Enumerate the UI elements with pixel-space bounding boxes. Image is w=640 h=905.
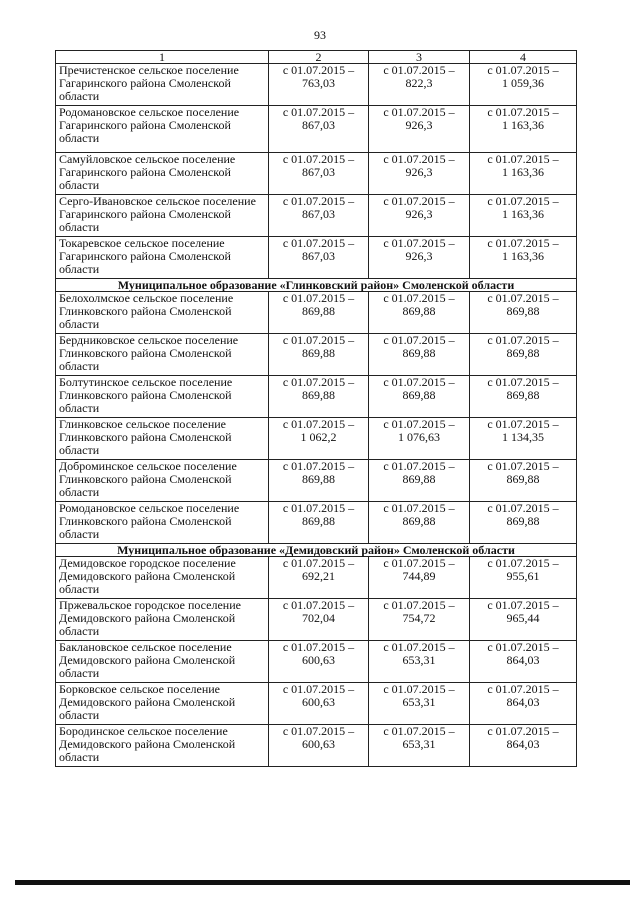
effective-date: с 01.07.2015 – (487, 501, 559, 515)
tariff-value: 869,88 (302, 472, 335, 486)
tariff-cell-col3 (369, 106, 470, 153)
effective-date: с 01.07.2015 – (282, 724, 355, 738)
bottom-rule (15, 880, 630, 885)
tariff-cell-col2 (269, 376, 369, 418)
effective-date: с 01.07.2015 – (487, 682, 559, 696)
tariff-value: 869,88 (506, 514, 540, 528)
tariff-cell-col2 (269, 292, 369, 334)
settlement-name: Самуйловское сельское поселение Гагаринского района Смоленской области (56, 153, 269, 195)
tariff-cell-col2 (269, 557, 369, 599)
effective-date: с 01.07.2015 – (282, 417, 355, 431)
table-row (56, 725, 577, 767)
effective-date: с 01.07.2015 – (383, 556, 455, 570)
table-row (56, 502, 577, 544)
effective-date: с 01.07.2015 – (487, 152, 559, 166)
effective-date: с 01.07.2015 – (282, 194, 355, 208)
tariff-value: 763,03 (302, 76, 335, 90)
tariff-cell-col3 (369, 725, 470, 767)
tariff-value: 965,44 (506, 611, 540, 625)
tariff-cell-col2 (269, 195, 369, 237)
column-header-2: 2 (269, 51, 369, 64)
settlement-name: Демидовское городское поселение Демидовского района Смоленской области (56, 557, 269, 599)
tariff-value: 926,3 (405, 165, 433, 179)
tariff-value: 754,72 (402, 611, 436, 625)
tariff-table (55, 50, 577, 767)
effective-date: с 01.07.2015 – (383, 291, 455, 305)
settlement-name: Белохолмское сельское поселение Глинковского района Смоленской области (56, 292, 269, 334)
section-heading-row (56, 544, 577, 557)
tariff-value: 1 059,36 (502, 76, 544, 90)
table-row (56, 557, 577, 599)
tariff-value: 926,3 (405, 118, 433, 132)
tariff-value: 867,03 (302, 165, 335, 179)
section-heading: Муниципальное образование «Демидовский район» Смоленской области (56, 544, 577, 557)
tariff-cell-col3 (369, 502, 470, 544)
tariff-cell-col2 (269, 641, 369, 683)
table-row (56, 195, 577, 237)
table-row (56, 599, 577, 641)
table-body (56, 64, 577, 767)
tariff-value: 869,88 (302, 346, 335, 360)
tariff-cell-col4 (470, 106, 577, 153)
tariff-cell-col4 (470, 641, 577, 683)
settlement-name: Доброминское сельское поселение Глинковского района Смоленской области (56, 460, 269, 502)
table-row (56, 683, 577, 725)
effective-date: с 01.07.2015 – (383, 417, 455, 431)
tariff-value: 600,63 (302, 737, 335, 751)
tariff-value: 1 163,36 (502, 249, 544, 263)
effective-date: с 01.07.2015 – (383, 63, 455, 77)
tariff-value: 653,31 (402, 695, 436, 709)
tariff-value: 867,03 (302, 118, 335, 132)
tariff-value: 869,88 (506, 304, 540, 318)
effective-date: с 01.07.2015 – (487, 63, 559, 77)
effective-date: с 01.07.2015 – (383, 333, 455, 347)
effective-date: с 01.07.2015 – (383, 236, 455, 250)
tariff-value: 867,03 (302, 207, 335, 221)
tariff-cell-col3 (369, 460, 470, 502)
section-heading-row (56, 279, 577, 292)
tariff-cell-col4 (470, 418, 577, 460)
tariff-value: 869,88 (302, 388, 335, 402)
effective-date: с 01.07.2015 – (383, 105, 455, 119)
tariff-cell-col2 (269, 153, 369, 195)
effective-date: с 01.07.2015 – (487, 724, 559, 738)
effective-date: с 01.07.2015 – (383, 501, 455, 515)
settlement-name: Бердниковское сельское поселение Глинковского района Смоленской области (56, 334, 269, 376)
tariff-cell-col2 (269, 683, 369, 725)
effective-date: с 01.07.2015 – (383, 640, 455, 654)
tariff-value: 869,88 (506, 346, 540, 360)
tariff-cell-col3 (369, 641, 470, 683)
column-header-3: 3 (369, 51, 470, 64)
effective-date: с 01.07.2015 – (282, 640, 355, 654)
effective-date: с 01.07.2015 – (487, 375, 559, 389)
effective-date: с 01.07.2015 – (383, 194, 455, 208)
tariff-value: 864,03 (506, 695, 540, 709)
column-header-1: 1 (56, 51, 269, 64)
section-heading: Муниципальное образование «Глинковский район» Смоленской области (56, 279, 577, 292)
tariff-value: 926,3 (405, 207, 433, 221)
tariff-cell-col4 (470, 725, 577, 767)
tariff-cell-col3 (369, 237, 470, 279)
tariff-cell-col3 (369, 334, 470, 376)
table-row (56, 418, 577, 460)
effective-date: с 01.07.2015 – (383, 152, 455, 166)
effective-date: с 01.07.2015 – (487, 291, 559, 305)
tariff-value: 867,03 (302, 249, 335, 263)
effective-date: с 01.07.2015 – (282, 291, 355, 305)
settlement-name: Пржевальское городское поселение Демидовского района Смоленской области (56, 599, 269, 641)
tariff-value: 1 163,36 (502, 118, 544, 132)
tariff-cell-col4 (470, 64, 577, 106)
effective-date: с 01.07.2015 – (383, 682, 455, 696)
tariff-cell-col4 (470, 460, 577, 502)
tariff-cell-col2 (269, 502, 369, 544)
table-row (56, 292, 577, 334)
effective-date: с 01.07.2015 – (487, 236, 559, 250)
tariff-value: 869,88 (402, 472, 436, 486)
table-row (56, 106, 577, 153)
effective-date: с 01.07.2015 – (282, 63, 355, 77)
tariff-cell-col4 (470, 334, 577, 376)
tariff-value: 653,31 (402, 653, 436, 667)
tariff-cell-col2 (269, 334, 369, 376)
effective-date: с 01.07.2015 – (282, 333, 355, 347)
effective-date: с 01.07.2015 – (282, 375, 355, 389)
effective-date: с 01.07.2015 – (487, 105, 559, 119)
tariff-value: 926,3 (405, 249, 433, 263)
effective-date: с 01.07.2015 – (282, 459, 355, 473)
tariff-cell-col4 (470, 195, 577, 237)
table-row (56, 376, 577, 418)
tariff-value: 1 062,2 (300, 430, 337, 444)
effective-date: с 01.07.2015 – (282, 682, 355, 696)
effective-date: с 01.07.2015 – (282, 236, 355, 250)
effective-date: с 01.07.2015 – (282, 556, 355, 570)
effective-date: с 01.07.2015 – (282, 152, 355, 166)
tariff-cell-col3 (369, 599, 470, 641)
tariff-value: 869,88 (402, 514, 436, 528)
tariff-value: 702,04 (302, 611, 335, 625)
effective-date: с 01.07.2015 – (282, 501, 355, 515)
tariff-cell-col2 (269, 725, 369, 767)
tariff-cell-col4 (470, 292, 577, 334)
tariff-cell-col3 (369, 557, 470, 599)
tariff-cell-col3 (369, 376, 470, 418)
tariff-value: 869,88 (402, 388, 436, 402)
settlement-name: Болтутинское сельское поселение Глинковского района Смоленской области (56, 376, 269, 418)
table-row (56, 153, 577, 195)
tariff-value: 1 163,36 (502, 165, 544, 179)
effective-date: с 01.07.2015 – (383, 375, 455, 389)
tariff-value: 955,61 (506, 569, 540, 583)
tariff-cell-col4 (470, 376, 577, 418)
tariff-cell-col4 (470, 237, 577, 279)
effective-date: с 01.07.2015 – (383, 459, 455, 473)
tariff-cell-col4 (470, 557, 577, 599)
tariff-value: 1 076,63 (398, 430, 440, 444)
tariff-cell-col3 (369, 153, 470, 195)
table-row (56, 334, 577, 376)
effective-date: с 01.07.2015 – (487, 333, 559, 347)
tariff-value: 600,63 (302, 653, 335, 667)
effective-date: с 01.07.2015 – (282, 598, 355, 612)
table-header-row (56, 51, 577, 64)
table-row (56, 237, 577, 279)
tariff-cell-col3 (369, 64, 470, 106)
tariff-cell-col3 (369, 418, 470, 460)
settlement-name: Баклановское сельское поселение Демидовского района Смоленской области (56, 641, 269, 683)
effective-date: с 01.07.2015 – (487, 598, 559, 612)
settlement-name: Родомановское сельское поселение Гагаринского района Смоленской области (56, 106, 269, 153)
tariff-value: 864,03 (506, 737, 540, 751)
tariff-cell-col2 (269, 599, 369, 641)
table-row (56, 460, 577, 502)
effective-date: с 01.07.2015 – (487, 556, 559, 570)
tariff-value: 1 134,35 (502, 430, 544, 444)
tariff-cell-col2 (269, 460, 369, 502)
tariff-value: 869,88 (506, 388, 540, 402)
tariff-cell-col3 (369, 292, 470, 334)
tariff-value: 864,03 (506, 653, 540, 667)
page-number: 93 (314, 28, 326, 42)
column-header-4: 4 (470, 51, 577, 64)
tariff-cell-col4 (470, 683, 577, 725)
tariff-cell-col3 (369, 683, 470, 725)
table-row (56, 641, 577, 683)
tariff-value: 869,88 (302, 304, 335, 318)
tariff-value: 869,88 (402, 304, 436, 318)
effective-date: с 01.07.2015 – (487, 417, 559, 431)
tariff-value: 869,88 (302, 514, 335, 528)
effective-date: с 01.07.2015 – (487, 194, 559, 208)
tariff-value: 653,31 (402, 737, 436, 751)
tariff-value: 869,88 (506, 472, 540, 486)
tariff-value: 869,88 (402, 346, 436, 360)
tariff-value: 1 163,36 (502, 207, 544, 221)
tariff-cell-col4 (470, 153, 577, 195)
tariff-cell-col4 (470, 599, 577, 641)
tariff-cell-col4 (470, 502, 577, 544)
settlement-name: Глинковское сельское поселение Глинковского района Смоленской области (56, 418, 269, 460)
effective-date: с 01.07.2015 – (487, 640, 559, 654)
tariff-cell-col2 (269, 418, 369, 460)
effective-date: с 01.07.2015 – (383, 598, 455, 612)
table-row (56, 64, 577, 106)
settlement-name: Серго-Ивановское сельское поселение Гагаринского района Смоленской области (56, 195, 269, 237)
settlement-name: Борковское сельское поселение Демидовского района Смоленской области (56, 683, 269, 725)
effective-date: с 01.07.2015 – (487, 459, 559, 473)
effective-date: с 01.07.2015 – (383, 724, 455, 738)
tariff-cell-col2 (269, 106, 369, 153)
tariff-value: 744,89 (402, 569, 436, 583)
settlement-name: Токаревское сельское поселение Гагаринского района Смоленской области (56, 237, 269, 279)
tariff-cell-col2 (269, 64, 369, 106)
tariff-cell-col2 (269, 237, 369, 279)
tariff-value: 692,21 (302, 569, 335, 583)
settlement-name: Ромодановское сельское поселение Глинковского района Смоленской области (56, 502, 269, 544)
tariff-cell-col3 (369, 195, 470, 237)
tariff-value: 822,3 (405, 76, 433, 90)
settlement-name: Пречистенское сельское поселение Гагаринского района Смоленской области (56, 64, 269, 106)
effective-date: с 01.07.2015 – (282, 105, 355, 119)
settlement-name: Бородинское сельское поселение Демидовского района Смоленской области (56, 725, 269, 767)
tariff-value: 600,63 (302, 695, 335, 709)
